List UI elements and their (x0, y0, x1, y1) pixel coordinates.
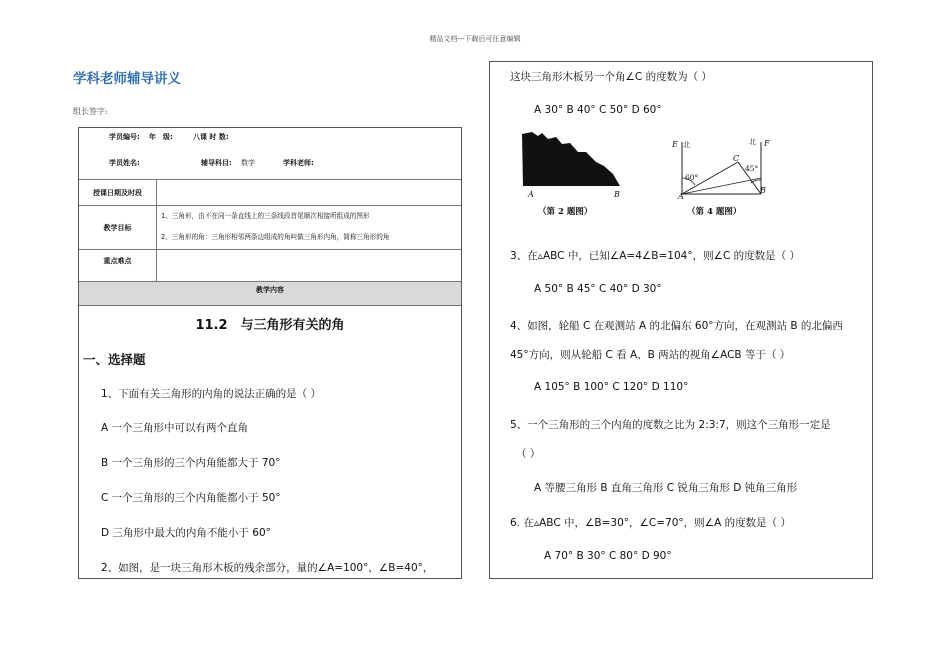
student-number-label: 学员编号: (109, 133, 140, 141)
lesson-count-label: 八课 时 数: (193, 133, 229, 141)
subject-value: 数学 (241, 159, 255, 167)
figure-2-label-b: B (614, 190, 620, 199)
content-band (79, 282, 461, 306)
figure-4-label-f: F (764, 139, 770, 148)
question-5-line-2: （ ） (516, 448, 541, 460)
figure-2-label-a: A (528, 190, 534, 199)
goal-line-2: 2、三角形的角：三角形相邻两条边组成的角叫做三角形内角，简称三角形的角 (161, 233, 390, 241)
question-3-options: A 50° B 45° C 40° D 30° (534, 283, 662, 295)
figure-2-caption: （第 2 题图） (538, 207, 593, 217)
date-row (79, 180, 461, 206)
grade-label: 年 级: (149, 133, 173, 141)
figure-4-angle-45: 45° (745, 164, 759, 173)
goals-row (79, 206, 461, 250)
student-info-row (79, 128, 461, 180)
figure-4-label-b: B (760, 186, 766, 195)
figure-4-north-a: 北 (683, 141, 690, 149)
question-4-options: A 105° B 100° C 120° D 110° (534, 381, 689, 393)
teacher-label: 学科老师: (283, 159, 314, 167)
question-5-options: A 等腰三角形 B 直角三角形 C 锐角三角形 D 钝角三角形 (534, 482, 798, 494)
student-name-label: 学员姓名: (109, 159, 140, 167)
figure-4-label-e: E (672, 140, 678, 149)
page-header: 精品文档---下载后可任意编辑 (429, 35, 521, 43)
question-1-option-a: A 一个三角形中可以有两个直角 (101, 422, 249, 434)
key-points-row (79, 250, 461, 282)
key-points-label: 重点难点 (79, 250, 157, 281)
question-4-line-1: 4、如图，轮船 C 在观测站 A 的北偏东 60°方向，在观测站 B 的北偏西 (510, 320, 843, 332)
question-1: 1、下面有关三角形的内角的说法正确的是（ ） (101, 388, 322, 400)
question-2-options: A 30° B 40° C 50° D 60° (534, 104, 662, 116)
question-5-line-1: 5、一个三角形的三个内角的度数之比为 2:3:7，则这个三角形一定是 (510, 419, 831, 431)
question-3: 3、在▵ABC 中，已知∠A=4∠B=104°，则∠C 的度数是（ ） (510, 250, 801, 262)
figure-4-angle-60: 60° (685, 173, 699, 182)
goals-label: 教学目标 (79, 206, 157, 249)
question-1-option-d: D 三角形中最大的内角不能小于 60° (101, 527, 271, 539)
question-2: 2、如图，是一块三角形木板的残余部分，量的∠A=100°，∠B=40°， (101, 562, 434, 574)
leader-signature-label: 组长签字: (73, 107, 108, 116)
content-label: 教学内容 (256, 286, 284, 294)
figure-4-caption: （第 4 题图） (687, 207, 742, 217)
section-heading: 一、选择题 (83, 352, 146, 367)
question-6-options: A 70° B 30° C 80° D 90° (544, 550, 672, 562)
goal-line-1: 1、三角形，由不在同一条直线上的三条线段首尾顺次相接所组成的图形 (161, 212, 370, 220)
date-label: 授课日期及时段 (79, 180, 157, 205)
figure-4-label-c: C (733, 154, 740, 163)
subject-label: 辅导科目: (201, 159, 232, 167)
question-4-line-2: 45°方向，则从轮船 C 看 A、B 两站的视角∠ACB 等于（ ） (510, 349, 791, 361)
figure-4-label-a: A (678, 192, 684, 201)
right-column-box (489, 61, 873, 579)
question-1-option-b: B 一个三角形的三个内角能都大于 70° (101, 457, 281, 469)
question-6: 6. 在▵ABC 中，∠B=30°，∠C=70°，则∠A 的度数是（ ） (510, 517, 791, 529)
question-1-option-c: C 一个三角形的三个内角能都小于 50° (101, 492, 281, 504)
figure-4-north-b: 北 (749, 138, 756, 146)
lesson-title: 11.2 与三角形有关的角 (195, 318, 345, 333)
lesson-table (78, 127, 462, 579)
question-2-continued: 这块三角形木板另一个角∠C 的度数为（ ） (510, 71, 712, 83)
document-title: 学科老师辅导讲义 (73, 71, 181, 87)
figure-2-board-drawing (518, 130, 628, 194)
